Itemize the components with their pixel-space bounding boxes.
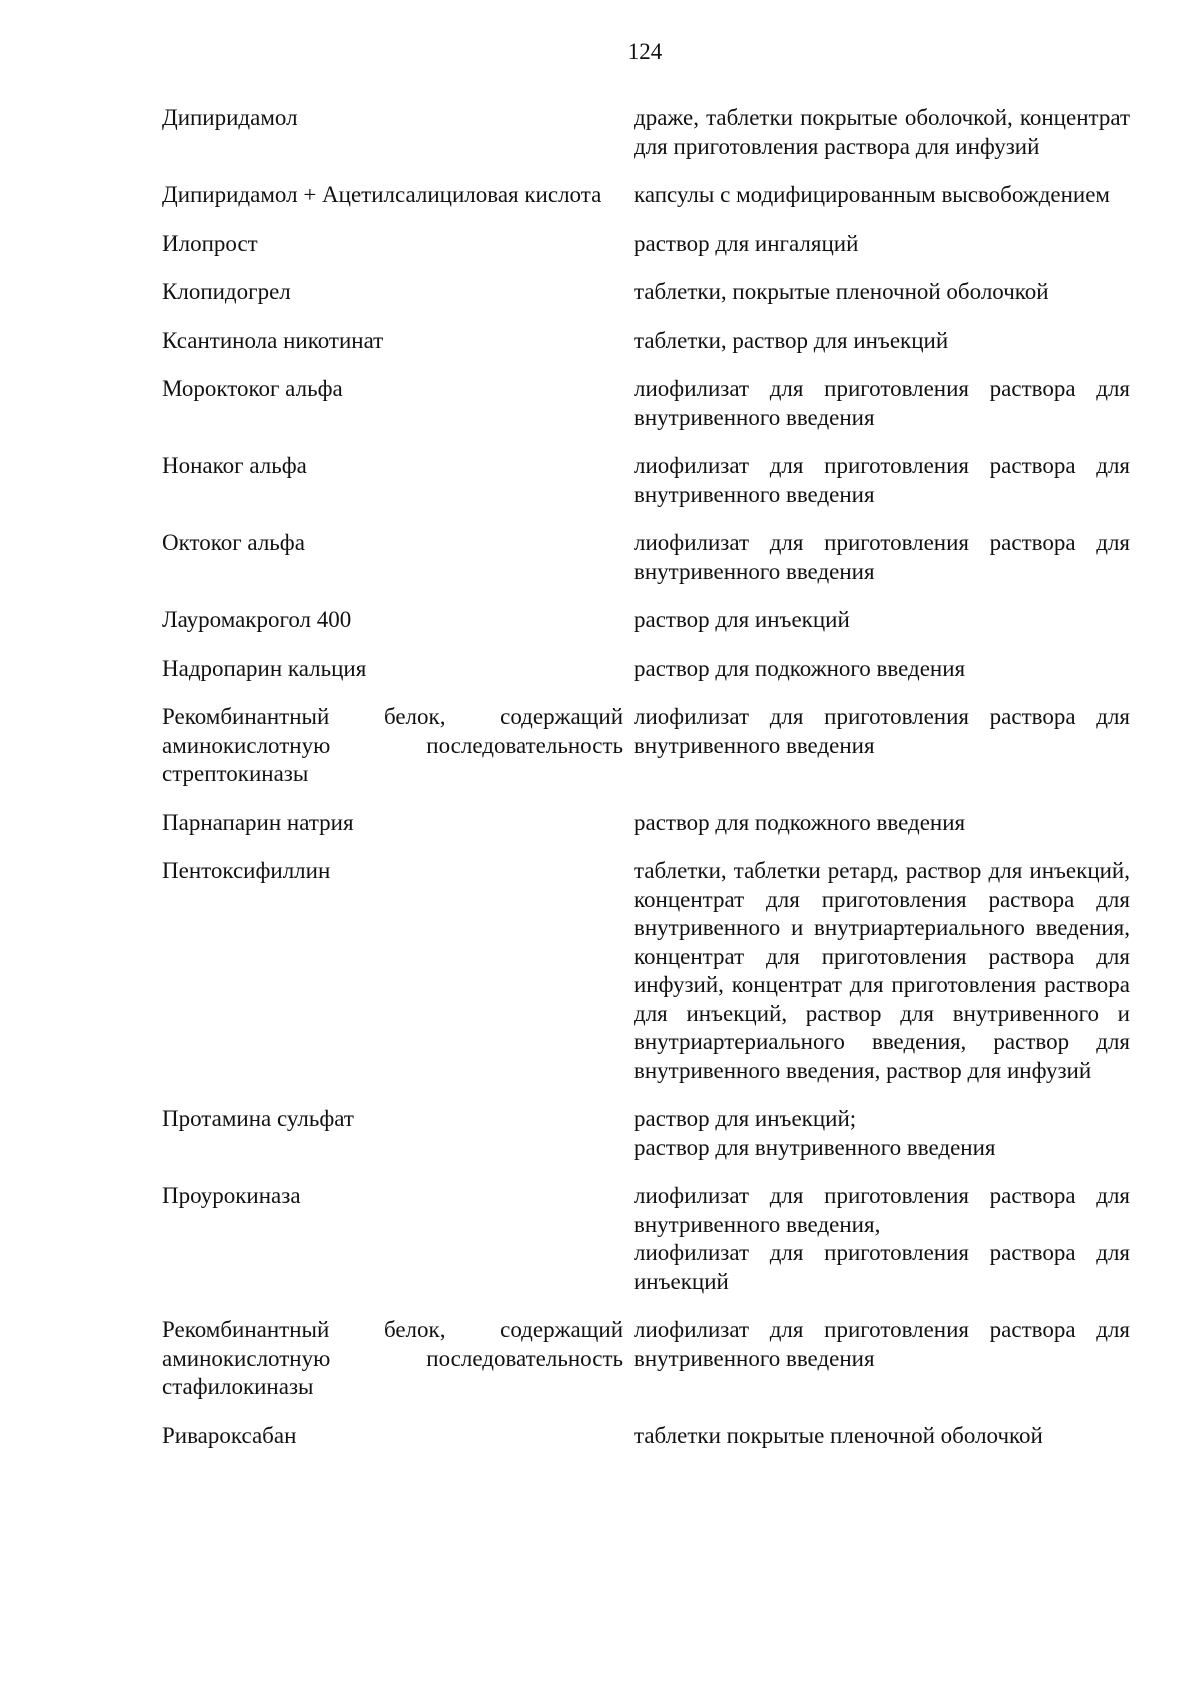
drug-name: Лауромакрогол 400	[162, 607, 352, 632]
table-row	[162, 230, 1130, 259]
dosage-form: лиофилизат для приготовления раствора для внутривенного введения	[634, 376, 1130, 430]
drug-name: Ксантинола никотинат	[162, 327, 384, 353]
table-row	[162, 1316, 1130, 1402]
table-row	[162, 375, 1130, 432]
drug-table	[162, 104, 1130, 1470]
drug-name: Илопрост	[162, 230, 258, 256]
drug-name: Нонаког альфа	[162, 453, 307, 478]
drug-name: Парнапарин натрия	[162, 809, 354, 835]
table-row	[162, 452, 1130, 509]
table-row	[162, 104, 1130, 161]
drug-name: Проурокиназа	[162, 1183, 301, 1208]
dosage-form: драже, таблетки покрытые оболочкой, концентрат для приготовления раствора для инфузий	[634, 105, 1130, 159]
table-row	[162, 278, 1130, 307]
table-row	[162, 606, 1130, 635]
dosage-form: раствор для инъекций	[634, 607, 850, 632]
table-row	[162, 1422, 1130, 1451]
dosage-form: лиофилизат для приготовления раствора для внутривенного введения	[634, 530, 1130, 584]
dosage-form-line: лиофилизат для приготовления раствора для инъекций	[634, 1240, 1130, 1294]
table-row	[162, 809, 1130, 838]
drug-name: Пентоксифиллин	[162, 858, 331, 883]
dosage-form: капсулы с модифицированным высвобождением	[634, 182, 1110, 207]
table-row	[162, 655, 1130, 684]
dosage-form	[634, 1105, 1130, 1162]
drug-name: Дипиридамол + Ацетилсалициловая кислота	[162, 182, 602, 207]
table-row	[162, 327, 1130, 356]
drug-name: Клопидогрел	[162, 279, 291, 304]
drug-name: Рекомбинантный белок, содержащий аминокислотную последовательность стрептокиназы	[162, 704, 623, 786]
dosage-form: таблетки покрытые пленочной оболочкой	[634, 1422, 1043, 1448]
dosage-form: раствор для ингаляций	[634, 230, 859, 256]
drug-name: Надропарин кальция	[162, 655, 367, 681]
dosage-form: раствор для подкожного введения	[634, 655, 966, 681]
drug-name: Октоког альфа	[162, 530, 305, 555]
table-row	[162, 703, 1130, 789]
dosage-form: таблетки, покрытые пленочной оболочкой	[634, 279, 1049, 304]
drug-name: Дипиридамол	[162, 105, 298, 130]
table-row	[162, 1105, 1130, 1162]
page-number: 124	[627, 39, 663, 64]
dosage-form-line: раствор для внутривенного введения	[634, 1134, 996, 1160]
table-row	[162, 1182, 1130, 1296]
table-row	[162, 857, 1130, 1085]
dosage-form-line: раствор для инъекций;	[634, 1106, 857, 1131]
drug-name: Ривароксабан	[162, 1422, 297, 1448]
dosage-form: лиофилизат для приготовления раствора для внутривенного введения	[634, 1317, 1130, 1371]
table-row	[162, 529, 1130, 586]
drug-name: Протамина сульфат	[162, 1106, 354, 1131]
drug-name: Мороктоког альфа	[162, 376, 343, 401]
dosage-form	[634, 1182, 1130, 1296]
table-row	[162, 181, 1130, 210]
dosage-form: таблетки, раствор для инъекций	[634, 327, 949, 353]
drug-name: Рекомбинантный белок, содержащий аминокислотную последовательность стафилокиназы	[162, 1317, 623, 1399]
dosage-form: раствор для подкожного введения	[634, 809, 966, 835]
dosage-form: таблетки, таблетки ретард, раствор для инъекций, концентрат для приготовления раствора для внутривенного и внутриартериального введения, концентрат для приготовления раствора для инфузий, концентрат для приготовления раствора для инъекций, раствор для внутривенного и внутриартериального введения, раствор для внутривенного введения, раствор для инфузий	[634, 858, 1130, 1083]
dosage-form: лиофилизат для приготовления раствора для внутривенного введения	[634, 453, 1130, 507]
dosage-form: лиофилизат для приготовления раствора для внутривенного введения	[634, 704, 1130, 758]
dosage-form-line: лиофилизат для приготовления раствора для внутривенного введения,	[634, 1183, 1130, 1237]
